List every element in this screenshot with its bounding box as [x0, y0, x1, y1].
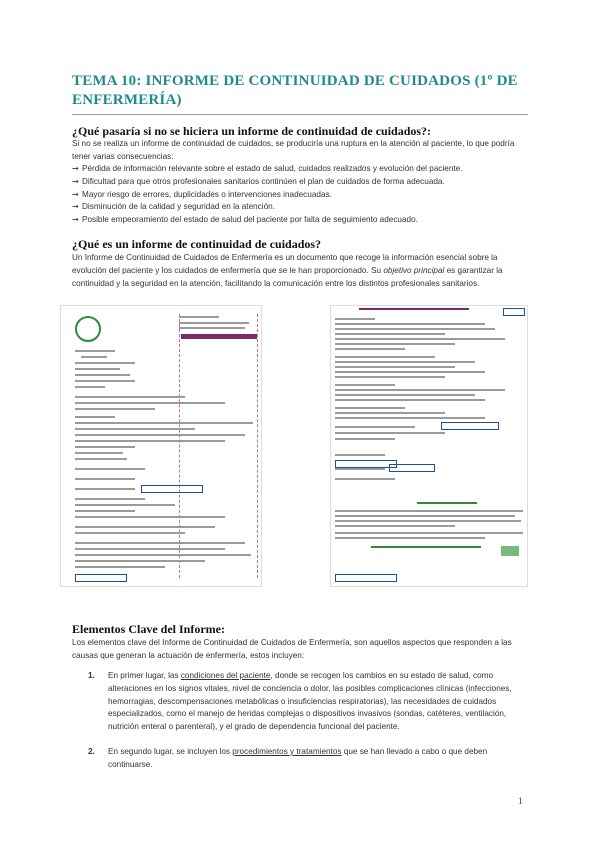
section-heading-key-elements: Elementos Clave del Informe: [72, 622, 225, 636]
form-field [441, 422, 499, 430]
andalucia-logo [501, 546, 519, 556]
key-elements-list [72, 670, 528, 780]
section-intro-consequences: Si no se realiza un informe de continuidad de cuidados, se produciría una ruptura en la atención al paciente, lo que podría tener varias consecuencias: [72, 139, 515, 161]
form-field [141, 485, 203, 493]
underlined-term: condiciones del paciente [180, 671, 271, 680]
list-item: ➞ Mayor riesgo de errores, duplicidades o intervenciones inadecuadas. [72, 189, 528, 202]
underlined-term: procedimientos y tratamientos [232, 746, 342, 756]
form-image-left [60, 305, 262, 587]
arrow-icon: ➞ [72, 215, 79, 225]
arrow-icon: ➞ [72, 164, 79, 173]
section-intro-key-elements: Los elementos clave del Informe de Continuidad de Cuidados de Enfermería, son aquellos aspectos que responden a las causas que generan la actuación de enfermería, estos incluyen: [72, 638, 512, 660]
section-heading-definition: ¿Qué es un informe de continuidad de cuidados? [72, 237, 322, 251]
section-heading-consequences: ¿Qué pasaría si no se hiciera un informe de continuidad de cuidados?: [72, 124, 432, 138]
list-item: 1. En primer lugar, las condiciones del paciente, donde se recogen los cambios en su estado de salud, como alteraciones en los signos vitales, nivel de conciencia o dolor, las posibles complicaciones clínicas (infecciones, hemorragias, descompensaciones metabólicas o insuficiencias respiratorias), las necesidades de cuidados especializados, como el manejo de heridas complejas o dispositivos invasivos (sondas, catéteres, ventilación, nutrición enteral o parenteral), y el grado de dependencia funcional del paciente. [88, 671, 512, 732]
form-field [75, 574, 127, 582]
arrow-icon: ➞ [72, 189, 79, 199]
list-item: ➞ Posible empeoramiento del estado de salud del paciente por falta de seguimiento adecuado. [72, 214, 528, 227]
form-field [389, 464, 435, 472]
list-item: ➞ Disminución de la calidad y seguridad en la atención. [72, 201, 528, 214]
page-number: 1 [518, 796, 523, 806]
page-title: TEMA 10: INFORME DE CONTINUIDAD DE CUIDADOS (1º DE ENFERMERÍA) [72, 73, 518, 108]
title-divider [72, 114, 528, 115]
list-item: ➞ Dificultad para que otros profesionales sanitarios continúen el plan de cuidados de forma adecuada. [72, 176, 528, 189]
consequences-list [72, 163, 528, 227]
form-image-right [330, 305, 528, 587]
list-item: ➞ Pérdida de información relevante sobre el estado de salud, cuidados realizados y evolución del paciente. [72, 163, 528, 176]
form-field [335, 574, 397, 582]
arrow-icon: ➞ [72, 176, 79, 186]
list-item: 2. En segundo lugar, se incluyen los procedimientos y tratamientos que se han llevado a cabo o que deben continuarse. [88, 746, 488, 769]
section-text-definition: Un Informe de Continuidad de Cuidados de Enfermería es un documento que recoge la información esencial sobre la evolución del paciente y los cuidados de enfermería que se le han proporcionado. Su objetivo principal es garantizar la continuidad y la seguridad en la atención, facilitando la comunicación entre los distintos profesionales sanitarios. [72, 253, 503, 288]
arrow-icon: ➞ [72, 202, 79, 212]
form-header-bar [181, 334, 257, 339]
form-field [335, 460, 397, 468]
form-field [503, 308, 525, 316]
junta-andalucia-logo [75, 316, 101, 342]
